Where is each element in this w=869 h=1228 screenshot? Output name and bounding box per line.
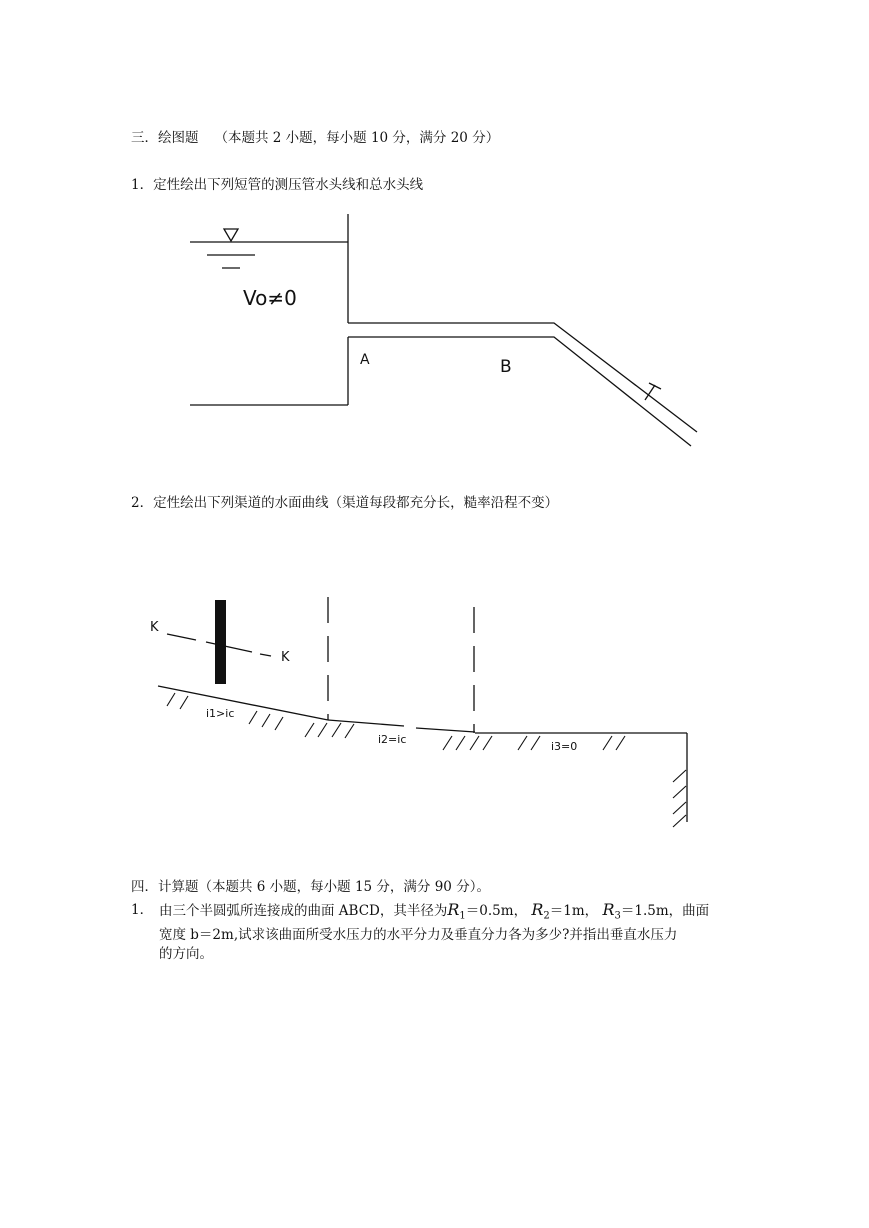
section3-title: 三．绘图题 (131, 130, 199, 146)
pipe-figure (190, 214, 697, 446)
r1-subscript: 1 (459, 910, 466, 922)
question1-number: 1． (131, 177, 154, 193)
calc1-intro: 由三个半圆弧所连接成的曲面 ABCD，其半径为 (159, 903, 448, 919)
r1-symbol: R (447, 900, 460, 919)
critical-depth-line-b (206, 642, 252, 652)
r3-symbol: R (602, 900, 615, 919)
section4-heading: 四．计算题（本题共 6 小题，每小题 15 分，满分 90 分）。 (131, 879, 490, 895)
question2-number: 2． (131, 495, 154, 511)
pipe-bottom-edge (348, 337, 691, 446)
question1-text: 定性绘出下列短管的测压管水头线和总水头线 (153, 177, 424, 193)
bed-hatching (167, 693, 686, 827)
valve-stem (645, 385, 655, 400)
calc1-line3: 的方向。 (159, 946, 213, 962)
velocity-label: Vo≠0 (243, 286, 297, 310)
section3-note: （本题共 2 小题，每小题 10 分，满分 20 分） (214, 130, 500, 146)
slope3-label: i3=0 (551, 740, 578, 753)
r2-subscript: 2 (543, 910, 550, 922)
critical-depth-line-c (260, 654, 271, 656)
calc1-line1 (159, 901, 709, 926)
valve-handle (649, 383, 661, 389)
channel-figure (158, 597, 687, 827)
critical-depth-line-a (167, 634, 196, 640)
point-a-label: A (360, 352, 370, 368)
point-b-label: B (500, 357, 512, 377)
question2-text: 定性绘出下列渠道的水面曲线（渠道每段都充分长，糙率沿程不变） (153, 495, 559, 511)
r3-value: ＝1.5m，曲面 (620, 903, 710, 919)
slope1-label: i1>ic (206, 707, 235, 720)
bed-segment-2b (416, 728, 475, 732)
r2-value: ＝1m， (549, 903, 599, 919)
k-right-label: K (281, 650, 290, 665)
slope2-label: i2=ic (378, 733, 407, 746)
k-left-label: K (150, 620, 159, 635)
pipe-top-edge (348, 323, 697, 432)
calc1-line2: 宽度 b＝2m,试求该曲面所受水压力的水平分力及垂直分力各为多少?并指出垂直水压力 (159, 927, 678, 943)
r3-subscript: 3 (614, 910, 621, 922)
r1-value: ＝0.5m， (465, 903, 528, 919)
r2-symbol: R (531, 900, 544, 919)
calc1-number: 1． (131, 902, 154, 918)
sluice-gate (215, 600, 226, 684)
water-surface-triangle-icon (224, 229, 238, 241)
